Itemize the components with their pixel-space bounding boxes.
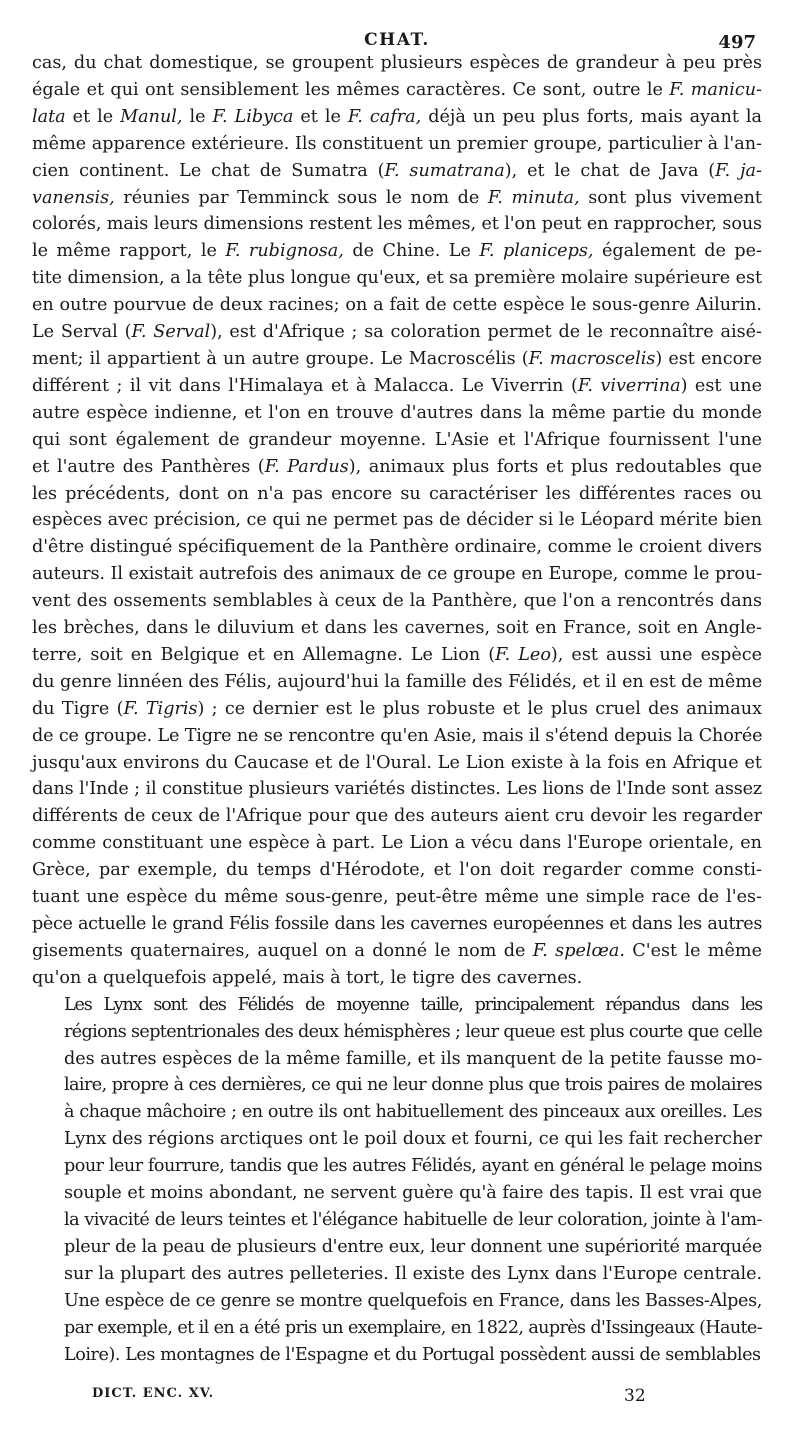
text-line — [32, 911, 762, 938]
text-run: en outre pourvue de deux racines; on a fait de cette espèce le sous-genre Ailurin. — [32, 295, 762, 316]
italic-run: F. cafra, — [347, 106, 422, 127]
text-run: du genre linnéen des Félis, aujourd'hui la famille des Félidés, et il en est de même — [32, 671, 763, 692]
italic-run: F. Leo — [495, 644, 551, 665]
running-title: CHAT. — [364, 30, 430, 50]
text-line — [32, 750, 762, 777]
text-run: réunies par Temminck sous le nom de — [114, 187, 488, 208]
text-run: du Tigre ( — [32, 698, 124, 719]
text-run: ), animaux plus forts et plus redoutables que — [348, 456, 762, 477]
italic-run: F. Tigris — [123, 698, 198, 719]
text-run: ) est encore — [655, 348, 762, 369]
text-line — [32, 1315, 762, 1342]
text-run: terre, soit en Belgique et en Allemagne. Le Lion ( — [32, 644, 496, 665]
text-line — [32, 938, 762, 965]
text-run: ) ; ce dernier est le plus robuste et le plus cruel des animaux — [197, 698, 763, 719]
text-line — [32, 723, 762, 750]
page-header — [32, 0, 762, 53]
text-run: régions septentrionales des deux hémisphères ; leur queue est plus courte que celle — [64, 1021, 763, 1042]
text-run: tuant une espèce du même sous-genre, peut-être même une simple race de l'es- — [32, 887, 762, 908]
text-run: sur la plupart des autres pelleteries. Il existe des Lynx dans l'Europe centrale. — [64, 1263, 762, 1284]
text-run: ), est d'Afrique ; sa coloration permet de le reconnaître aisé- — [210, 322, 762, 343]
text-line — [32, 696, 762, 723]
paragraph — [32, 992, 762, 1369]
text-run: Grèce, par exemple, du temps d'Hérodote, et l'on doit regarder comme consti- — [32, 860, 762, 881]
text-run: ), et le chat de Java ( — [504, 160, 716, 181]
text-run: gisements quaternaires, auquel on a donné le nom de — [32, 940, 533, 961]
text-line — [32, 454, 762, 481]
text-line — [32, 965, 762, 992]
signature-mark: DICT. ENC. XV. — [92, 1386, 215, 1401]
text-line — [32, 1019, 762, 1046]
text-run: pleur de la peau de plusieurs d'entre eux, leur donnent une supériorité marquée — [64, 1236, 762, 1257]
text-line — [32, 669, 762, 696]
text-line — [32, 1180, 762, 1207]
italic-run: lata — [32, 106, 66, 127]
italic-run: vanensis, — [32, 187, 115, 208]
text-line — [32, 507, 762, 534]
text-run: dans l'Inde ; il constitue plusieurs variétés distinctes. Les lions de l'Inde sont assez — [32, 779, 762, 800]
text-line — [32, 776, 762, 803]
text-run: comme constituant une espèce à part. Le Lion a vécu dans l'Europe orientale, en — [32, 833, 762, 854]
page-footer — [32, 1386, 762, 1410]
text-run: qui sont également de grandeur moyenne. L'Asie et l'Afrique fournissent l'une — [32, 429, 762, 450]
text-line — [32, 1153, 762, 1180]
italic-run: F. Libyca — [212, 106, 294, 127]
text-line — [32, 427, 762, 454]
sheet-number: 32 — [624, 1386, 646, 1406]
body-text — [32, 50, 762, 1368]
text-run: cien continent. Le chat de Sumatra ( — [32, 160, 385, 181]
text-line — [32, 346, 762, 373]
italic-run: F. Pardus — [264, 456, 349, 477]
text-run: C'est le même — [624, 940, 762, 961]
text-run: le même rapport, le — [32, 241, 226, 262]
text-run: déjà un peu plus forts, mais ayant la — [421, 106, 762, 127]
text-line — [32, 77, 762, 104]
text-line — [32, 158, 762, 185]
text-run: Loire). Les montagnes de l'Espagne et du Portugal possèdent aussi de semblables — [64, 1344, 761, 1365]
text-run: ) est une — [680, 375, 762, 396]
text-run: ), est aussi une espèce — [550, 644, 762, 665]
text-line — [32, 1072, 762, 1099]
text-line — [32, 534, 762, 561]
text-run: les précédents, dont on n'a pas encore su caractériser les différentes races ou — [32, 483, 762, 504]
text-run: colorés, mais leurs dimensions restent les mêmes, et l'on peut en rapprocher, sous — [32, 214, 762, 235]
text-run: et le — [65, 106, 121, 127]
text-run: auteurs. Il existait autrefois des animaux de ce groupe en Europe, comme le prou- — [32, 564, 762, 585]
text-line — [32, 1126, 762, 1153]
text-line — [32, 373, 762, 400]
text-line — [32, 615, 762, 642]
text-run: cas, du chat domestique, se groupent plusieurs espèces de grandeur à peu près — [32, 53, 762, 73]
text-run: des autres espèces de la même famille, et ils manquent de la petite fausse mo- — [64, 1048, 763, 1069]
text-line — [32, 1046, 762, 1073]
text-run: et l'autre des Panthères ( — [32, 456, 265, 477]
text-run: Une espèce de ce genre se montre quelquefois en France, dans les Basses-Alpes, — [64, 1290, 762, 1311]
text-run: par exemple, et il en a été pris un exemplaire, en 1822, auprès d'Issingeaux (Haute- — [64, 1317, 762, 1338]
italic-run: F. viverrina — [577, 375, 681, 396]
text-run: le — [182, 106, 213, 127]
text-line — [32, 131, 762, 158]
text-run: vent des ossements semblables à ceux de la Panthère, que l'on a rencontrés dans — [32, 591, 762, 612]
text-run: tite dimension, a la tête plus longue qu'eux, et sa première molaire supérieure est — [32, 268, 762, 289]
text-line — [32, 588, 762, 615]
italic-run: F. rubignosa, — [225, 241, 344, 262]
italic-run: F. macroscelis — [528, 348, 656, 369]
text-line — [32, 642, 762, 669]
text-line — [32, 211, 762, 238]
text-line — [32, 884, 762, 911]
italic-run: F. ja- — [715, 160, 762, 181]
text-line — [32, 1207, 762, 1234]
text-line — [32, 50, 762, 77]
text-run: les brèches, dans le diluvium et dans les cavernes, soit en France, soit en Angle- — [32, 618, 762, 639]
text-run: Lynx des régions arctiques ont le poil doux et fourni, ce qui les fait rechercher — [64, 1129, 762, 1150]
text-line — [32, 561, 762, 588]
text-line — [32, 1342, 762, 1369]
text-run: égale et qui ont sensiblement les mêmes caractères. Ce sont, outre le — [32, 79, 670, 100]
italic-run: F. spelœa. — [532, 940, 625, 961]
text-line — [32, 1261, 762, 1288]
italic-run: F. manicu- — [669, 79, 762, 100]
text-run: autre espèce indienne, et l'on en trouve d'autres dans la même partie du monde — [32, 402, 762, 423]
text-run: et le — [293, 106, 348, 127]
text-line — [32, 319, 762, 346]
text-run: Les Lynx sont des Félidés de moyenne taille, principalement répandus dans les — [64, 994, 762, 1015]
paragraph — [32, 50, 762, 992]
text-run: différent ; il vit dans l'Himalaya et à Malacca. Le Viverrin ( — [32, 375, 578, 396]
text-run: également de pe- — [593, 241, 762, 262]
text-run: jusqu'aux environs du Caucase et de l'Oural. Le Lion existe à la fois en Afrique et — [32, 752, 762, 773]
text-line — [32, 400, 762, 427]
text-line — [32, 292, 762, 319]
text-line — [32, 481, 762, 508]
text-run: à chaque mâchoire ; en outre ils ont habituellement des pinceaux aux oreilles. Les — [64, 1102, 762, 1123]
text-line — [32, 857, 762, 884]
text-line — [32, 803, 762, 830]
italic-run: Manul, — [120, 106, 183, 127]
text-line — [32, 265, 762, 292]
page-number: 497 — [718, 32, 756, 53]
text-run: pèce actuelle le grand Félis fossile dans les cavernes européennes et dans les autres — [32, 914, 762, 934]
text-run: même apparence extérieure. Ils constituent un premier groupe, particulier à l'an- — [32, 133, 762, 154]
text-line — [32, 992, 762, 1019]
text-run: qu'on a quelquefois appelé, mais à tort, le tigre des cavernes. — [32, 967, 583, 988]
italic-run: F. planiceps, — [479, 241, 594, 262]
text-run: différents de ceux de l'Afrique pour que des auteurs aient cru devoir les regarder — [32, 806, 762, 827]
text-line — [32, 1234, 762, 1261]
italic-run: F. minuta, — [487, 187, 580, 208]
text-run: de ce groupe. Le Tigre ne se rencontre qu'en Asie, mais il s'étend depuis la Chorée — [32, 725, 763, 746]
text-run: souple et moins abondant, ne servent guère qu'à faire des tapis. Il est vrai que — [64, 1183, 762, 1204]
text-run: espèces avec précision, ce qui ne permet pas de décider si le Léopard mérite bien — [32, 510, 762, 531]
italic-run: F. Serval — [131, 322, 211, 343]
text-line — [32, 185, 762, 212]
text-line — [32, 238, 762, 265]
text-run: Le Serval ( — [32, 322, 132, 343]
text-run: de Chine. Le — [343, 241, 480, 262]
text-run: laire, propre à ces dernières, ce qui ne leur donne plus que trois paires de molaires — [64, 1075, 762, 1096]
text-line — [32, 1099, 762, 1126]
text-line — [32, 104, 762, 131]
text-run: d'être distingué spécifiquement de la Panthère ordinaire, comme le croient divers — [32, 537, 762, 558]
text-line — [32, 830, 762, 857]
text-run: pour leur fourrure, tandis que les autres Félidés, ayant en général le pelage moins — [64, 1156, 762, 1177]
text-run: la vivacité de leurs teintes et l'élégance habituelle de leur coloration, jointe à l'am- — [64, 1209, 762, 1230]
text-run: ment; il appartient à un autre groupe. Le Macroscélis ( — [32, 348, 529, 369]
italic-run: F. sumatrana — [384, 160, 505, 181]
text-line — [32, 1288, 762, 1315]
text-run: sont plus vivement — [579, 187, 763, 208]
